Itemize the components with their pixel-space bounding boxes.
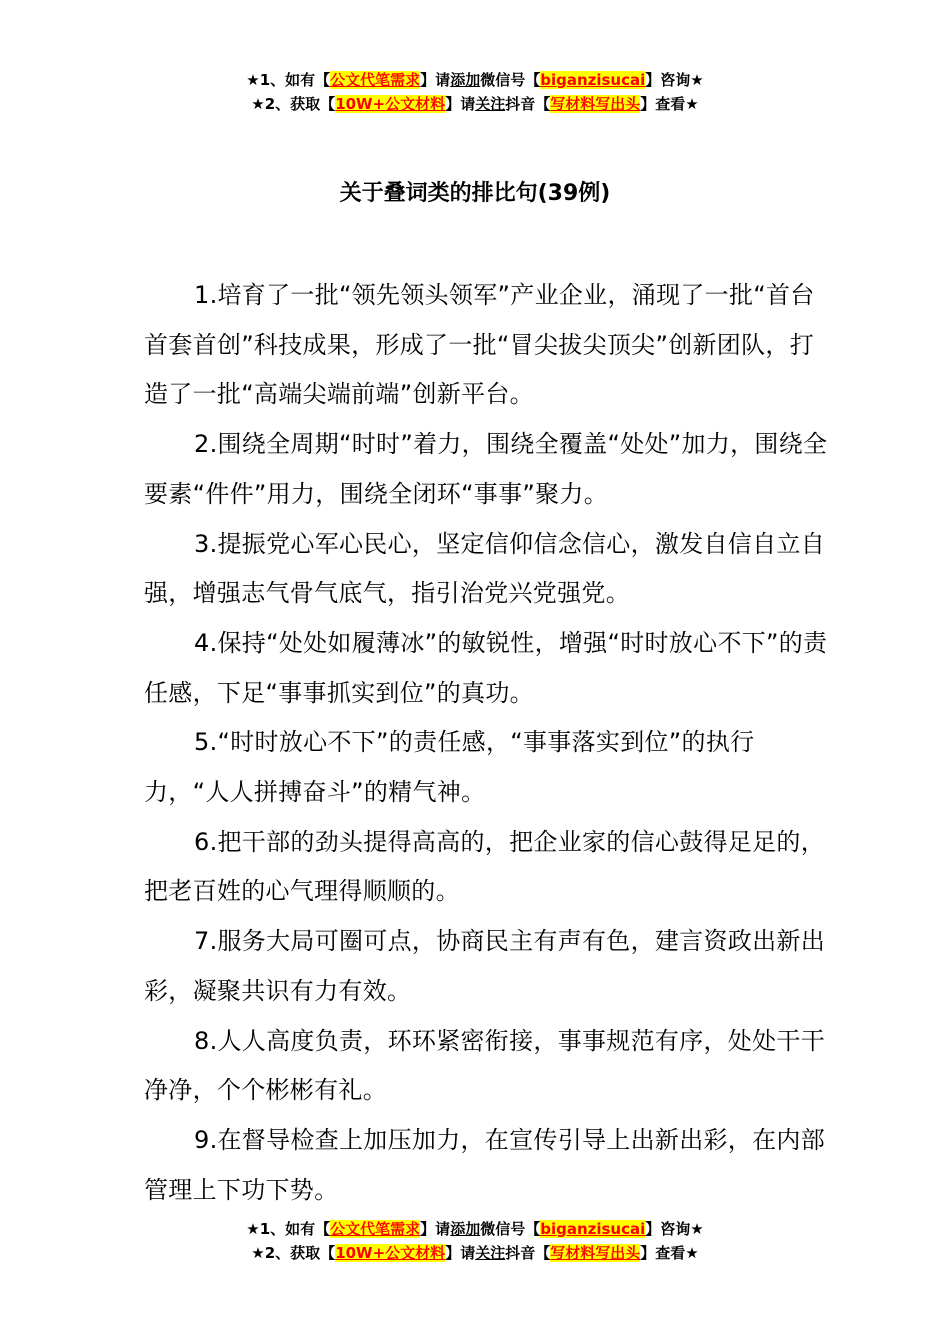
promo-text: 】请 <box>420 1220 451 1238</box>
promo-text: 抖音【 <box>505 1244 551 1262</box>
promo-douyin-id: 写材料写出头 <box>550 1244 641 1262</box>
promo-highlight: 公文代笔需求 <box>330 71 421 89</box>
promo-text: ★2、获取【 <box>251 1244 336 1262</box>
promo-underline: 关注 <box>475 1244 506 1262</box>
promo-text: 】请 <box>445 1244 476 1262</box>
promo-text: 微信号【 <box>480 71 541 89</box>
header-promo-banner <box>0 68 950 116</box>
promo-wechat-id: biganzisucai <box>540 71 646 89</box>
promo-line-1 <box>0 1217 950 1241</box>
promo-underline: 添加 <box>450 1220 481 1238</box>
promo-douyin-id: 写材料写出头 <box>550 95 641 113</box>
paragraph-7: 7.服务大局可圈可点，协商民主有声有色，建言资政出新出彩，凝聚共识有力有效。 <box>144 927 825 1005</box>
promo-highlight: 公文代笔需求 <box>330 1220 421 1238</box>
promo-highlight: 10W+公文材料 <box>335 95 446 113</box>
promo-text: 】咨询★ <box>645 1220 704 1238</box>
paragraph-5: 5.“时时放心不下”的责任感，“事事落实到位”的执行力，“人人拼搏奋斗”的精气神。 <box>144 728 755 807</box>
promo-line-2 <box>0 92 950 116</box>
paragraph-6: 6.把干部的劲头提得高高的，把企业家的信心鼓得足足的，把老百姓的心气理得顺顺的。 <box>144 827 825 906</box>
promo-underline: 关注 <box>475 95 506 113</box>
promo-text: ★1、如有【 <box>246 71 331 89</box>
paragraph-1: 1.培育了一批“领先领头领军”产业企业，涌现了一批“首台首套首创”科技成果，形成了一批“冒尖拔尖顶尖”创新团队，打造了一批“高端尖端前端”创新平台。 <box>144 281 815 409</box>
promo-line-2 <box>0 1241 950 1265</box>
promo-text: 微信号【 <box>480 1220 541 1238</box>
promo-line-1 <box>0 68 950 92</box>
promo-text: 】查看★ <box>640 95 699 113</box>
paragraph-9: 9.在督导检查上加压加力，在宣传引导上出新出彩，在内部管理上下功下势。 <box>144 1125 825 1204</box>
promo-text: ★2、获取【 <box>251 95 336 113</box>
promo-text: 】咨询★ <box>645 71 704 89</box>
promo-text: 抖音【 <box>505 95 551 113</box>
document-body <box>144 271 834 1215</box>
paragraph-3: 3.提振党心军心民心，坚定信仰信念信心，激发自信自立自强，增强志气骨气底气，指引治党兴党强党。 <box>144 529 825 608</box>
promo-text: ★1、如有【 <box>246 1220 331 1238</box>
promo-text: 】查看★ <box>640 1244 699 1262</box>
paragraph-4: 4.保持“处处如履薄冰”的敏锐性，增强“时时放心不下”的责任感，下足“事事抓实到位”的真功。 <box>144 628 828 707</box>
promo-wechat-id: biganzisucai <box>540 1220 646 1238</box>
promo-text: 】请 <box>445 95 476 113</box>
promo-text: 】请 <box>420 71 451 89</box>
footer-promo-banner <box>0 1217 950 1265</box>
promo-underline: 添加 <box>450 71 481 89</box>
promo-highlight: 10W+公文材料 <box>335 1244 446 1262</box>
paragraph-8: 8.人人高度负责，环环紧密衔接，事事规范有序，处处干干净净，个个彬彬有礼。 <box>144 1026 825 1105</box>
paragraph-2: 2.围绕全周期“时时”着力，围绕全覆盖“处处”加力，围绕全要素“件件”用力，围绕全闭环“事事”聚力。 <box>144 430 828 508</box>
document-title: 关于叠词类的排比句(39例) <box>339 181 611 206</box>
